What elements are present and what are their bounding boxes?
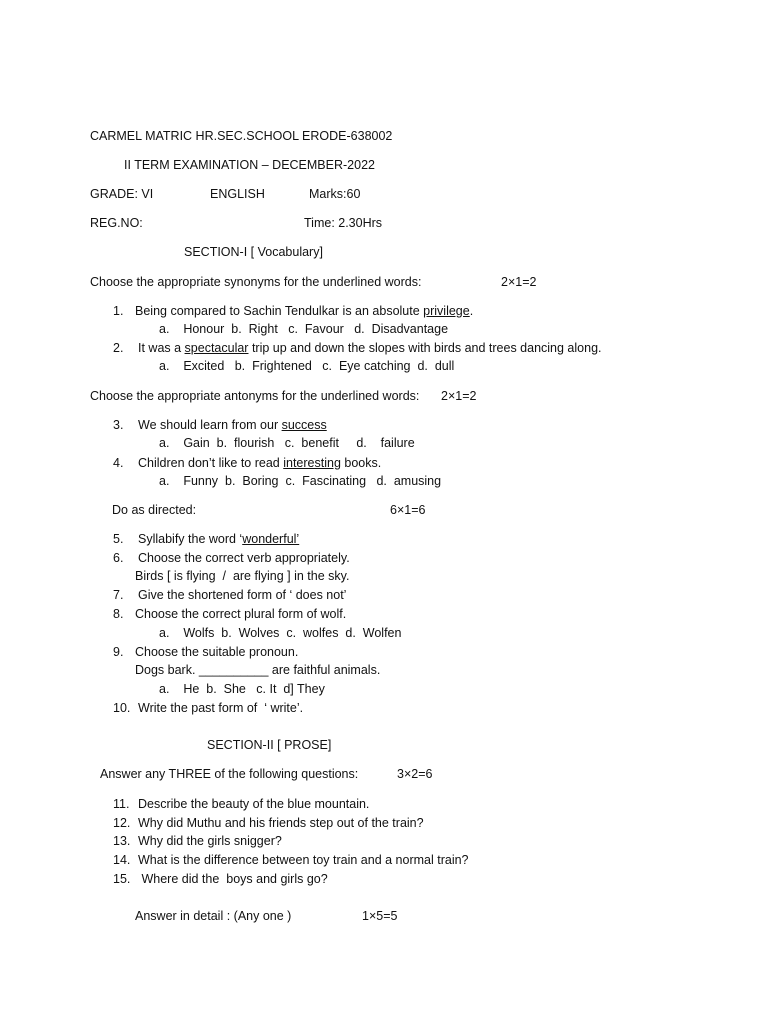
q12-number: 12. <box>113 816 131 830</box>
q10-text: Write the past form of ‘ write’. <box>138 701 304 715</box>
q9-sentence: Dogs bark. __________ are faithful animals. <box>135 663 381 677</box>
time-label: Time: 2.30Hrs <box>304 216 383 230</box>
q8-options: a. Wolfs b. Wolves c. wolfes d. Wolfen <box>159 626 402 640</box>
q6-text: Choose the correct verb appropriately. <box>138 551 350 565</box>
antonyms-instruction: Choose the appropriate antonyms for the underlined words: <box>90 389 420 403</box>
q2-text: It was a spectacular trip up and down the slopes with birds and trees dancing along. <box>138 341 602 355</box>
section1-title: SECTION-I [ Vocabulary] <box>184 245 323 259</box>
marks-label: Marks:60 <box>309 187 361 201</box>
q9-number: 9. <box>113 645 124 659</box>
q11-number: 11. <box>113 797 130 811</box>
q8-text: Choose the correct plural form of wolf. <box>135 607 347 621</box>
q4-number: 4. <box>113 456 124 470</box>
q2-underlined-word: spectacular <box>184 341 249 355</box>
prose-marks: 3×2=6 <box>397 767 433 781</box>
q5-number: 5. <box>113 532 124 546</box>
exam-title: II TERM EXAMINATION – DECEMBER-2022 <box>124 158 375 172</box>
regno-label: REG.NO: <box>90 216 143 230</box>
q15-text: Where did the boys and girls go? <box>138 872 328 886</box>
q3-underlined-word: success <box>281 418 327 432</box>
q14-text: What is the difference between toy train and a normal train? <box>138 853 469 867</box>
q1-text: Being compared to Sachin Tendulkar is an absolute privilege. <box>135 304 474 318</box>
q3-options: a. Gain b. flourish c. benefit d. failure <box>159 436 415 450</box>
q15-number: 15. <box>113 872 131 886</box>
q2-number: 2. <box>113 341 124 355</box>
q11-text: Describe the beauty of the blue mountain. <box>138 797 370 811</box>
q3-number: 3. <box>113 418 124 432</box>
detail-instruction: Answer in detail : (Any one ) <box>135 909 292 923</box>
q5-underlined-word: wonderful’ <box>242 532 300 546</box>
q9-text: Choose the suitable pronoun. <box>135 645 299 659</box>
q1-number: 1. <box>113 304 124 318</box>
q4-underlined-word: interesting <box>283 456 341 470</box>
antonyms-marks: 2×1=2 <box>441 389 477 403</box>
subject-label: ENGLISH <box>210 187 265 201</box>
q1-options: a. Honour b. Right c. Favour d. Disadvantage <box>159 322 449 336</box>
q7-number: 7. <box>113 588 124 602</box>
q8-number: 8. <box>113 607 124 621</box>
synonyms-instruction: Choose the appropriate synonyms for the underlined words: <box>90 275 422 289</box>
q1-underlined-word: privilege <box>423 304 470 318</box>
detail-marks: 1×5=5 <box>362 909 398 923</box>
synonyms-marks: 2×1=2 <box>501 275 537 289</box>
grade-label: GRADE: VI <box>90 187 154 201</box>
prose-instruction: Answer any THREE of the following questions: <box>100 767 359 781</box>
q13-number: 13. <box>113 834 131 848</box>
q12-text: Why did Muthu and his friends step out of the train? <box>138 816 424 830</box>
q2-options: a. Excited b. Frightened c. Eye catching d. dull <box>159 359 455 373</box>
q13-text: Why did the girls snigger? <box>138 834 282 848</box>
q7-text: Give the shortened form of ‘ does not’ <box>138 588 347 602</box>
q4-text: Children don’t like to read interesting books. <box>138 456 382 470</box>
q14-number: 14. <box>113 853 131 867</box>
q3-text: We should learn from our success <box>138 418 327 432</box>
directed-instruction: Do as directed: <box>112 503 197 517</box>
school-name: CARMEL MATRIC HR.SEC.SCHOOL ERODE-638002 <box>90 129 393 143</box>
directed-marks: 6×1=6 <box>390 503 426 517</box>
q6-number: 6. <box>113 551 124 565</box>
q4-options: a. Funny b. Boring c. Fascinating d. amusing <box>159 474 442 488</box>
q10-number: 10. <box>113 701 131 715</box>
q9-options: a. He b. She c. It d] They <box>159 682 325 696</box>
q6-sentence: Birds [ is flying / are flying ] in the sky. <box>135 569 350 583</box>
q5-text: Syllabify the word ‘wonderful’ <box>138 532 300 546</box>
section2-title: SECTION-II [ PROSE] <box>207 738 332 752</box>
